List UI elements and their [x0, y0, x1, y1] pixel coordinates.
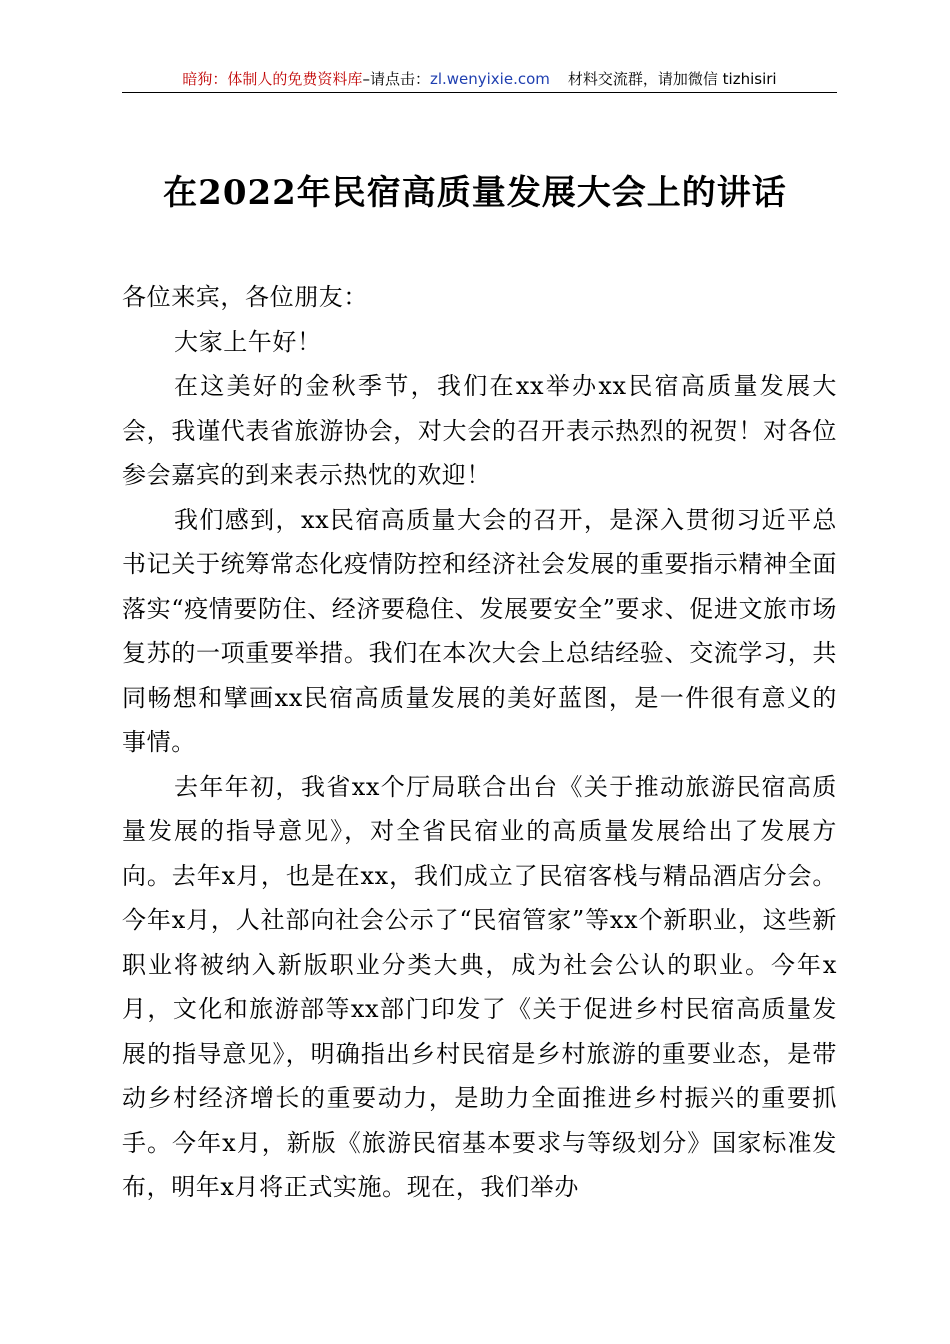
paragraph-significance: 我们感到，xx民宿高质量大会的召开，是深入贯彻习近平总书记关于统筹常态化疫情防控和经济社会发展的重要指示精神全面落实“疫情要防住、经济要稳住、发展要安全”要求、促进文旅市场复苏的一项重要举措。我们在本次大会上总结经验、交流学习，共同畅想和擘画xx民宿高质量发展的美好蓝图，是一件很有意义的事情。: [122, 505, 837, 756]
document-title: 在2022年民宿高质量发展大会上的讲话: [163, 173, 787, 213]
header-wechat-note: 材料交流群，请加微信 tizhisiri: [567, 70, 777, 88]
header-url-link[interactable]: zl.wenyixie.com: [429, 70, 550, 88]
header-brand-link[interactable]: 暗狗：体制人的免费资料库: [182, 70, 363, 88]
document-body: [122, 275, 837, 1210]
paragraph-greeting: 大家上午好！: [174, 327, 322, 356]
salutation: 各位来宾，各位朋友：: [122, 283, 368, 311]
page-header: [122, 66, 837, 93]
paragraph-welcome: 在这美好的金秋季节，我们在xx举办xx民宿高质量发展大会，我谨代表省旅游协会，对大会的召开表示热烈的祝贺！对各位参会嘉宾的到来表示热忱的欢迎！: [122, 372, 837, 489]
header-click-prompt: –请点击：: [362, 70, 430, 88]
paragraph-policy-history: 去年年初，我省xx个厅局联合出台《关于推动旅游民宿高质量发展的指导意见》，对全省民宿业的高质量发展给出了发展方向。去年x月，也是在xx，我们成立了民宿客栈与精品酒店分会。今年x月，人社部向社会公示了“民宿管家”等xx个新职业，这些新职业将被纳入新版职业分类大典，成为社会公认的职业。今年x月，文化和旅游部等xx部门印发了《关于促进乡村民宿高质量发展的指导意见》，明确指出乡村民宿是乡村旅游的重要业态，是带动乡村经济增长的重要动力，是助力全面推进乡村振兴的重要抓手。今年x月，新版《旅游民宿基本要求与等级划分》国家标准发布，明年x月将正式实施。现在，我们举办: [122, 772, 837, 1201]
